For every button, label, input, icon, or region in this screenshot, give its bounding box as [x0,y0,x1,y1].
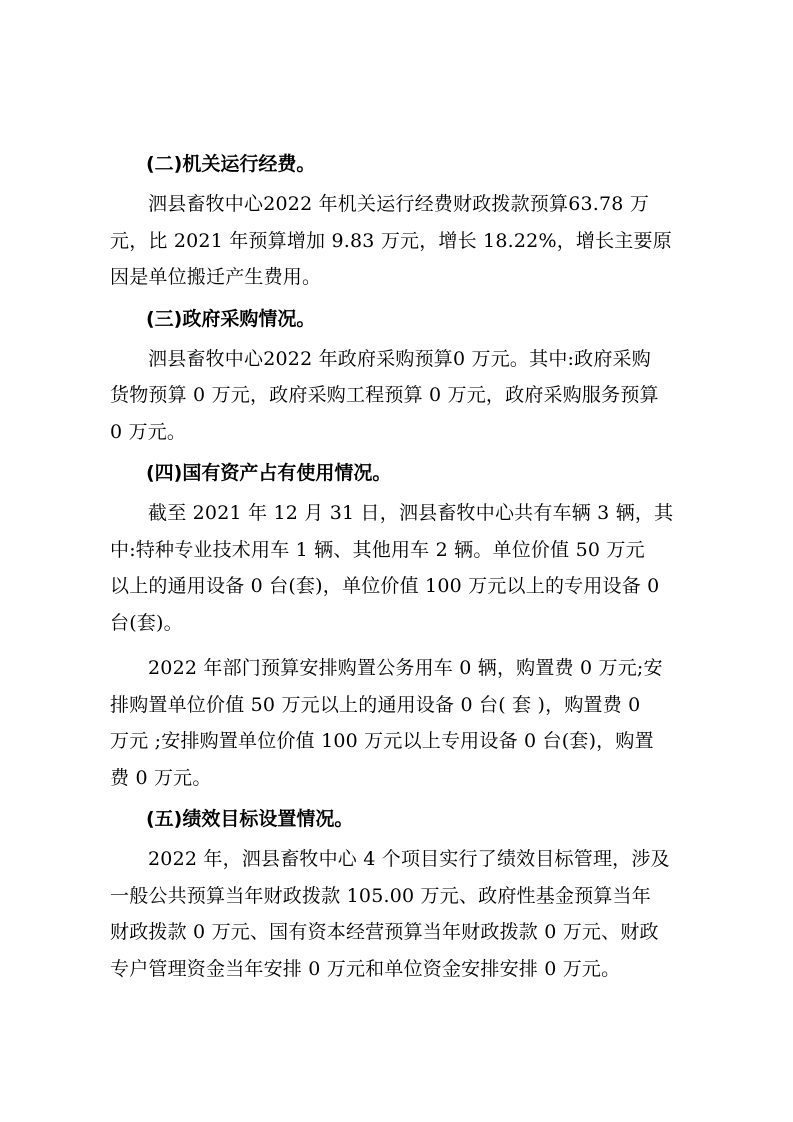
paragraph [110,841,683,987]
section-heading: (五)绩效目标设置情况。 [146,808,354,830]
text-line: 费 0 万元。 [110,766,212,789]
text-line: 泗县畜牧中心2022 年政府采购预算0 万元。其中:政府采购 [148,347,651,370]
text-line: 货物预算 0 万元，政府采购工程预算 0 万元，政府采购服务预算 [110,384,659,406]
text-line: 0 万元。 [110,420,187,443]
text-line: 以上的通用设备 0 台(套)，单位价值 100 万元以上的专用设备 0 [110,575,660,597]
text-line: 中:特种专业技术用车 1 辆、其他用车 2 辆。单位价值 50 万元 [110,538,645,561]
section-heading: (三)政府采购情况。 [146,307,316,330]
text-line: 泗县畜牧中心2022 年机关运行经费财政拨款预算63.78 万 [148,193,650,215]
paragraph [110,650,683,796]
text-line: 截至 2021 年 12 月 31 日，泗县畜牧中心共有车辆 3 辆，其 [148,502,674,524]
text-line: 一般公共预算当年财政拨款 105.00 万元、政府性基金预算当年 [110,884,651,907]
paragraph [110,186,683,296]
text-line: 2022 年部门预算安排购置公务用车 0 辆，购置费 0 万元;安 [148,657,663,679]
section-state-assets [110,459,683,796]
section-heading: (二)机关运行经费。 [146,153,316,175]
section-operating-expenses [110,150,683,296]
text-line: 台(套)。 [110,611,183,634]
text-line: 2022 年，泗县畜牧中心 4 个项目实行了绩效目标管理，涉及 [148,848,670,870]
text-line: 专户管理资金当年安排 0 万元和单位资金安排安排 0 万元。 [110,957,621,980]
text-line: 万元 ;安排购置单位价值 100 万元以上专用设备 0 台(套)，购置 [110,730,654,752]
section-performance-targets [110,805,683,987]
section-heading: (四)国有资产占有使用情况。 [146,462,392,484]
text-line: 排购置单位价值 50 万元以上的通用设备 0 台( 套 )，购置费 0 [110,693,641,716]
text-line: 财政拨款 0 万元、国有资本经营预算当年财政拨款 0 万元、财政 [110,921,659,943]
paragraph [110,495,683,641]
text-line: 元，比 2021 年预算增加 9.83 万元，增长 18.22%，增长主要原 [110,229,672,252]
paragraph [110,341,683,451]
section-government-procurement [110,305,683,451]
text-line: 因是单位搬迁产生费用。 [110,266,322,288]
